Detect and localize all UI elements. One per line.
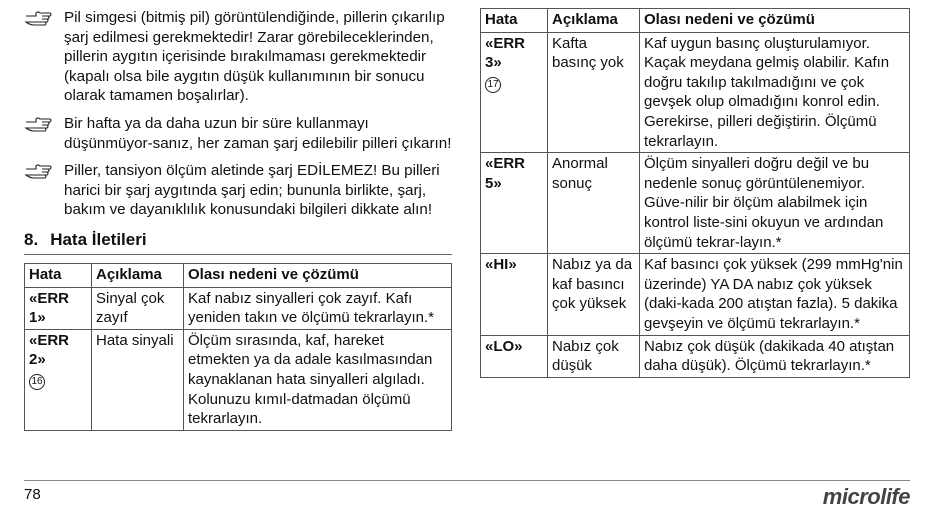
table-row <box>481 153 910 254</box>
note-text: Pil simgesi (bitmiş pil) görüntülendiğinde, pillerin çıkarılıp şarj edilmesi gerekmektedir! Zarar görebileceklerinden, pillerin aygıtın içerisinde bırakılmaması gerekmektedir (kapalı olsa bile aygıtın düşük kullanımının bir sonucu olarak tamamen boşalırlar). <box>64 9 445 105</box>
header-code: Hata <box>481 9 548 33</box>
error-cause: Kaf nabız sinyalleri çok zayıf. Kafı yeniden takın ve ölçümü tekrarlayın.* <box>184 287 452 329</box>
note-item <box>24 8 452 106</box>
note-item <box>24 114 452 153</box>
pointing-hand-icon <box>24 8 64 26</box>
error-code: «ERR 3» <box>485 34 526 72</box>
error-desc: Anormal sonuç <box>548 153 640 254</box>
footer-divider <box>24 480 910 481</box>
section-title: Hata İletileri <box>50 229 147 249</box>
error-desc: Sinyal çok zayıf <box>92 287 184 329</box>
table-row <box>25 287 452 329</box>
error-cause: Nabız çok düşük (dakikada 40 atıştan daha düşük). Ölçümü tekrarlayın.* <box>640 335 910 377</box>
note-text: Piller, tansiyon ölçüm aletinde şarj EDİLEMEZ! Bu pilleri harici bir şarj aygıtında şarj edin; bununla birlikte, şarj, bakım ve dayanıklılık konusundaki bilgileri dikkate alın! <box>64 162 440 219</box>
error-code: «HI» <box>481 254 548 335</box>
error-cause: Kaf uygun basınç oluşturulamıyor. Kaçak meydana gelmiş olabilir. Kafın doğru takılıp takılmadığını ve çok gevşek olup olmadığını konrol edin. Gerekirse, pilleri değiştirin. Ölçümü tekrarlayın. <box>640 32 910 153</box>
error-desc: Kafta basınç yok <box>548 32 640 153</box>
error-cause: Ölçüm sinyalleri doğru değil ve bu nedenle sonuç görüntülenemiyor. Güve-nilir bir ölçüm alabilmek için kontrol liste-sini okuyun ve ardından ölçümü tekrar-layın.* <box>640 153 910 254</box>
pointing-hand-icon <box>24 161 64 179</box>
error-code: «ERR 5» <box>481 153 548 254</box>
header-cause: Olası nedeni ve çözümü <box>184 263 452 287</box>
right-column <box>480 8 910 378</box>
table-row <box>481 254 910 335</box>
header-code: Hata <box>25 263 92 287</box>
error-desc: Nabız çok düşük <box>548 335 640 377</box>
table-row <box>481 32 910 153</box>
error-code-cell <box>481 32 548 153</box>
table-row <box>25 329 452 430</box>
error-table-right <box>480 8 910 378</box>
error-code: «ERR 1» <box>25 287 92 329</box>
page-number: 78 <box>24 486 41 503</box>
table-header-row <box>25 263 452 287</box>
figure-ref-badge: 16 <box>29 374 45 390</box>
brand-logo: microlife <box>822 484 910 509</box>
note-text: Bir hafta ya da daha uzun bir süre kullanmayı düşünmüyor-sanız, her zaman şarj edilebilir pilleri çıkarın! <box>64 114 452 152</box>
section-heading <box>24 230 452 255</box>
error-code: «ERR 2» <box>29 331 70 369</box>
section-number: 8. <box>24 229 39 249</box>
error-desc: Nabız ya da kaf basıncı çok yüksek <box>548 254 640 335</box>
error-desc: Hata sinyali <box>92 329 184 430</box>
header-cause: Olası nedeni ve çözümü <box>640 9 910 33</box>
error-cause: Ölçüm sırasında, kaf, hareket etmekten ya da adale kasılmasından kaynaklanan hata sinyalleri algıladı. Kolunuzu kımıl-datmadan ölçümü tekrarlayın. <box>184 329 452 430</box>
header-desc: Açıklama <box>92 263 184 287</box>
table-header-row <box>481 9 910 33</box>
table-row <box>481 335 910 377</box>
error-cause: Kaf basıncı çok yüksek (299 mmHg'nin üzerinde) YA DA nabız çok yüksek (daki-kada 200 atıştan fazla). 5 dakika gevşeyin ve ölçümü tekrarlayın.* <box>640 254 910 335</box>
error-table-left <box>24 263 452 431</box>
error-code: «LO» <box>481 335 548 377</box>
pointing-hand-icon <box>24 114 64 132</box>
figure-ref-badge: 17 <box>485 77 501 93</box>
error-code-cell <box>25 329 92 430</box>
left-column <box>24 8 452 431</box>
note-item <box>24 161 452 220</box>
header-desc: Açıklama <box>548 9 640 33</box>
